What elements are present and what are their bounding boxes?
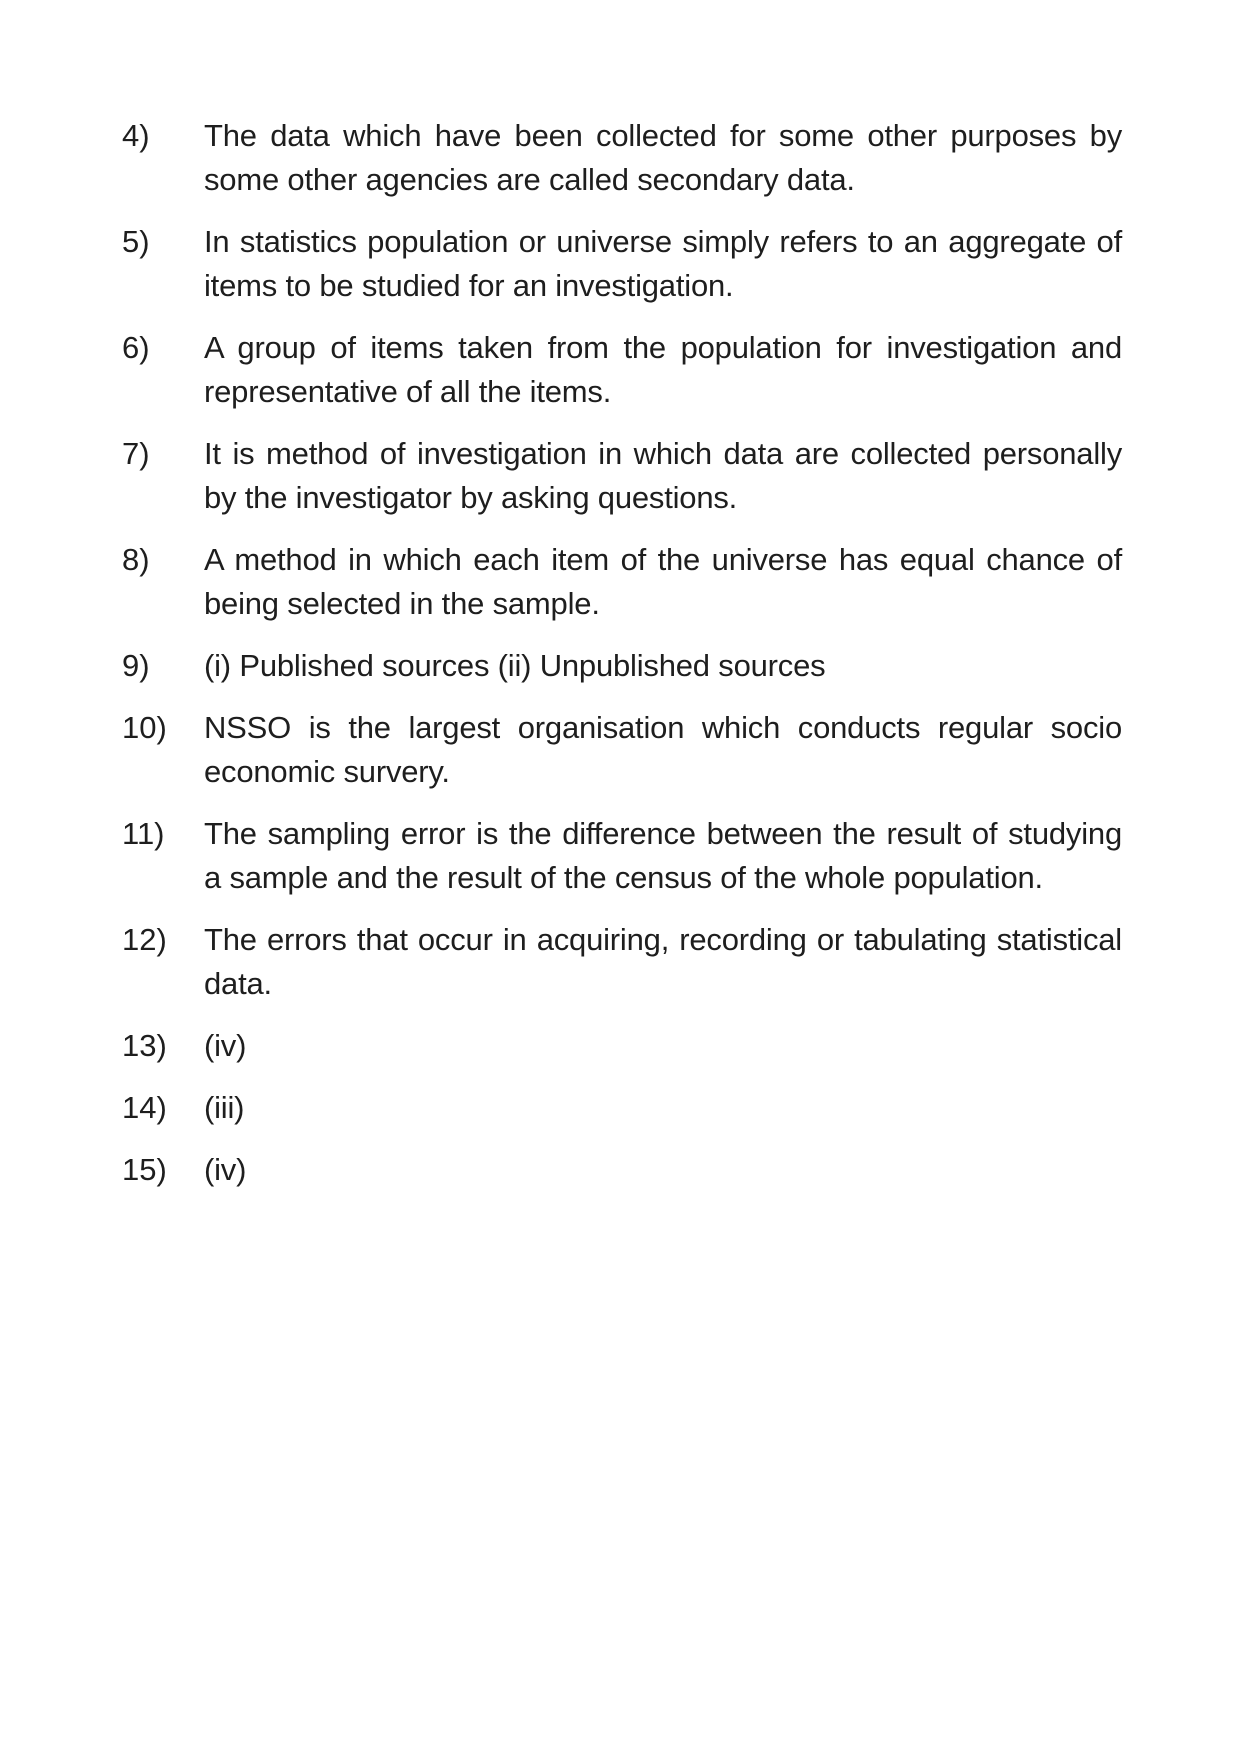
answer-item xyxy=(122,220,1122,308)
answer-number: 14) xyxy=(122,1090,167,1125)
answer-text: It is method of investigation in which data are collected personally by the investigator by asking questions. xyxy=(204,436,1122,515)
answer-text: In statistics population or universe simply refers to an aggregate of items to be studied for an investigation. xyxy=(204,224,1122,303)
answer-item xyxy=(122,812,1122,900)
answer-item xyxy=(122,1024,1122,1068)
answer-item xyxy=(122,1148,1122,1192)
answer-number: 13) xyxy=(122,1028,167,1063)
answer-text: (iv) xyxy=(204,1028,247,1063)
answer-text: (i) Published sources (ii) Unpublished sources xyxy=(204,648,826,683)
answer-item xyxy=(122,432,1122,520)
answer-number: 12) xyxy=(122,922,167,957)
answer-text: A group of items taken from the population for investigation and representative of all the items. xyxy=(204,330,1122,409)
answer-item xyxy=(122,644,1122,688)
answer-number: 4) xyxy=(122,118,150,153)
answer-text: (iii) xyxy=(204,1090,245,1125)
answer-number: 7) xyxy=(122,436,150,471)
answer-item xyxy=(122,706,1122,794)
answer-item xyxy=(122,918,1122,1006)
answer-number: 6) xyxy=(122,330,150,365)
answer-number: 11) xyxy=(122,816,165,851)
answer-list xyxy=(122,114,1122,1210)
answer-number: 10) xyxy=(122,710,167,745)
answer-item xyxy=(122,326,1122,414)
answer-item xyxy=(122,538,1122,626)
answer-text: A method in which each item of the universe has equal chance of being selected in the sample. xyxy=(204,542,1122,621)
answer-item xyxy=(122,1086,1122,1130)
answer-number: 9) xyxy=(122,648,150,683)
answer-item xyxy=(122,114,1122,202)
answer-number: 8) xyxy=(122,542,150,577)
answer-text: The errors that occur in acquiring, recording or tabulating statistical data. xyxy=(204,922,1122,1001)
answer-text: The data which have been collected for some other purposes by some other agencies are called secondary data. xyxy=(204,118,1122,197)
answer-text: (iv) xyxy=(204,1152,247,1187)
answer-number: 15) xyxy=(122,1152,167,1187)
answer-text: NSSO is the largest organisation which conducts regular socio economic survery. xyxy=(204,710,1122,789)
answer-text: The sampling error is the difference between the result of studying a sample and the result of the census of the whole population. xyxy=(204,816,1122,895)
answer-number: 5) xyxy=(122,224,150,259)
